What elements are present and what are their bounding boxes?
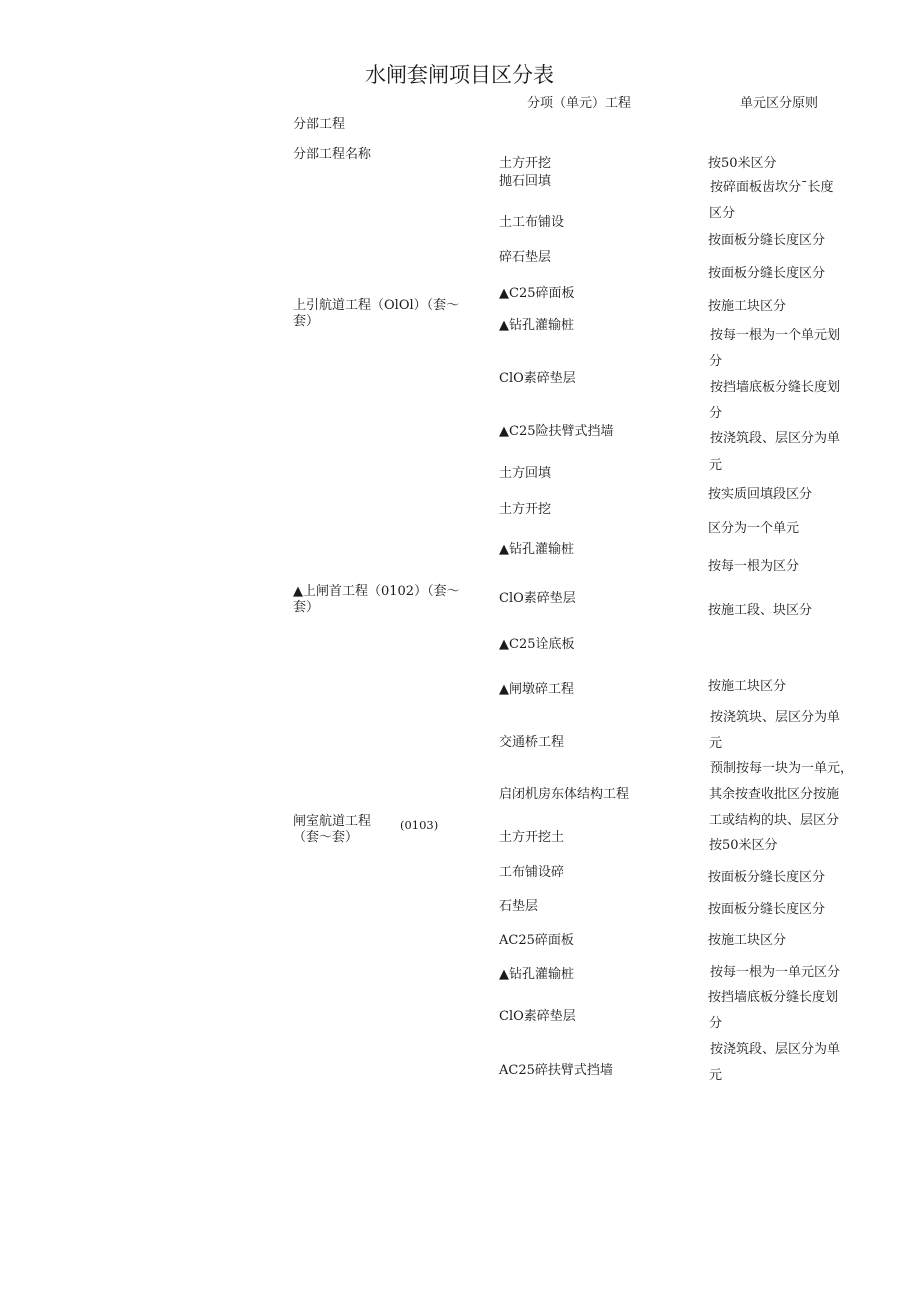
principle-text: 按施工块区分 xyxy=(708,299,787,314)
principle-text: 按挡墙底板分缝长度划 xyxy=(708,990,839,1005)
item-label: ▲C25诠底板 xyxy=(499,637,575,652)
item-label: AC25碎扶臂式挡墙 xyxy=(499,1063,613,1078)
item-label: ClO素碎垫层 xyxy=(499,371,576,386)
principle-text: 预制按每一块为一单元， xyxy=(710,761,854,776)
header-division-name: 分部工程名称 xyxy=(293,147,372,162)
division-name: 上引航道工程（OlOl）（套～套） xyxy=(293,298,460,329)
item-label: 土方开挖土 xyxy=(499,830,565,845)
principle-text: 按挡墙底板分缝长度划 xyxy=(710,380,841,395)
item-label: 土方开挖 xyxy=(499,156,552,171)
header-item-column: 分项（单元）工程 xyxy=(527,96,632,111)
principle-text: 按实质回填段区分 xyxy=(708,487,813,502)
principle-text: 按浇筑段、层区分为单 xyxy=(710,431,841,446)
principle-text: 分 xyxy=(709,354,723,369)
principle-text: 分 xyxy=(709,1016,723,1031)
principle-text: 按面板分缝长度区分 xyxy=(708,233,826,248)
item-label: 交通桥工程 xyxy=(499,735,565,750)
principle-text: 工或结构的块、层区分 xyxy=(709,813,840,828)
item-label: ▲C25碎面板 xyxy=(499,286,575,301)
item-label: 土方开挖 xyxy=(499,502,552,517)
principle-text: 按面板分缝长度区分 xyxy=(708,870,826,885)
principle-text: 区分 xyxy=(709,206,736,221)
principle-text: 按浇筑块、层区分为单 xyxy=(710,710,841,725)
principle-text: 按施工块区分 xyxy=(708,933,787,948)
item-label: ▲钻孔灌输桩 xyxy=(499,967,574,982)
principle-text: 元 xyxy=(709,736,723,751)
principle-text: 按施工段、块区分 xyxy=(708,603,813,618)
header-principle-column: 单元区分原则 xyxy=(740,96,819,111)
item-label: ▲钻孔灌输桩 xyxy=(499,542,574,557)
item-label: ClO素碎垫层 xyxy=(499,1009,576,1024)
item-label: 启闭机房东体结构工程 xyxy=(499,787,630,802)
principle-text: 元 xyxy=(709,458,723,473)
principle-text: 按面板分缝长度区分 xyxy=(708,266,826,281)
principle-text: 按每一根为一个单元划 xyxy=(710,328,841,343)
division-name: ▲上闸首工程（0102）（套～套） xyxy=(293,584,460,615)
item-label: ClO素碎垫层 xyxy=(499,591,576,606)
division-code: (0103) xyxy=(400,818,439,832)
principle-text: 按浇筑段、层区分为单 xyxy=(710,1042,841,1057)
principle-text: 按面板分缝长度区分 xyxy=(708,902,826,917)
item-label: ▲闸墩碎工程 xyxy=(499,682,574,697)
item-label: 抛石回填 xyxy=(499,174,552,189)
item-label: 土方回填 xyxy=(499,466,552,481)
principle-text: 按50米区分 xyxy=(708,156,777,171)
item-label: 工布铺设碎 xyxy=(499,865,565,880)
item-label: ▲C25险扶臂式挡墙 xyxy=(499,424,614,439)
item-label: AC25碎面板 xyxy=(499,933,574,948)
principle-text: 按50米区分 xyxy=(709,838,778,853)
header-division-column: 分部工程 xyxy=(293,117,346,132)
page-title: 水闸套闸项目区分表 xyxy=(365,63,554,87)
division-name: 闸室航道工程（套～套） xyxy=(293,814,372,845)
principle-text: 按施工块区分 xyxy=(708,679,787,694)
item-label: 土工布铺设 xyxy=(499,215,565,230)
item-label: 碎石垫层 xyxy=(499,250,552,265)
item-label: ▲钻孔灌输桩 xyxy=(499,318,574,333)
principle-text: 按每一根为区分 xyxy=(708,559,800,574)
principle-text: 区分为一个单元 xyxy=(708,521,800,536)
principle-text: 分 xyxy=(709,406,723,421)
principle-text: 按碎面板齿坎分ˉ长度 xyxy=(710,180,834,195)
item-label: 石垫层 xyxy=(499,899,539,914)
principle-text: 其余按查收批区分按施 xyxy=(709,787,840,802)
principle-text: 按每一根为一单元区分 xyxy=(710,965,841,980)
principle-text: 元 xyxy=(709,1068,723,1083)
